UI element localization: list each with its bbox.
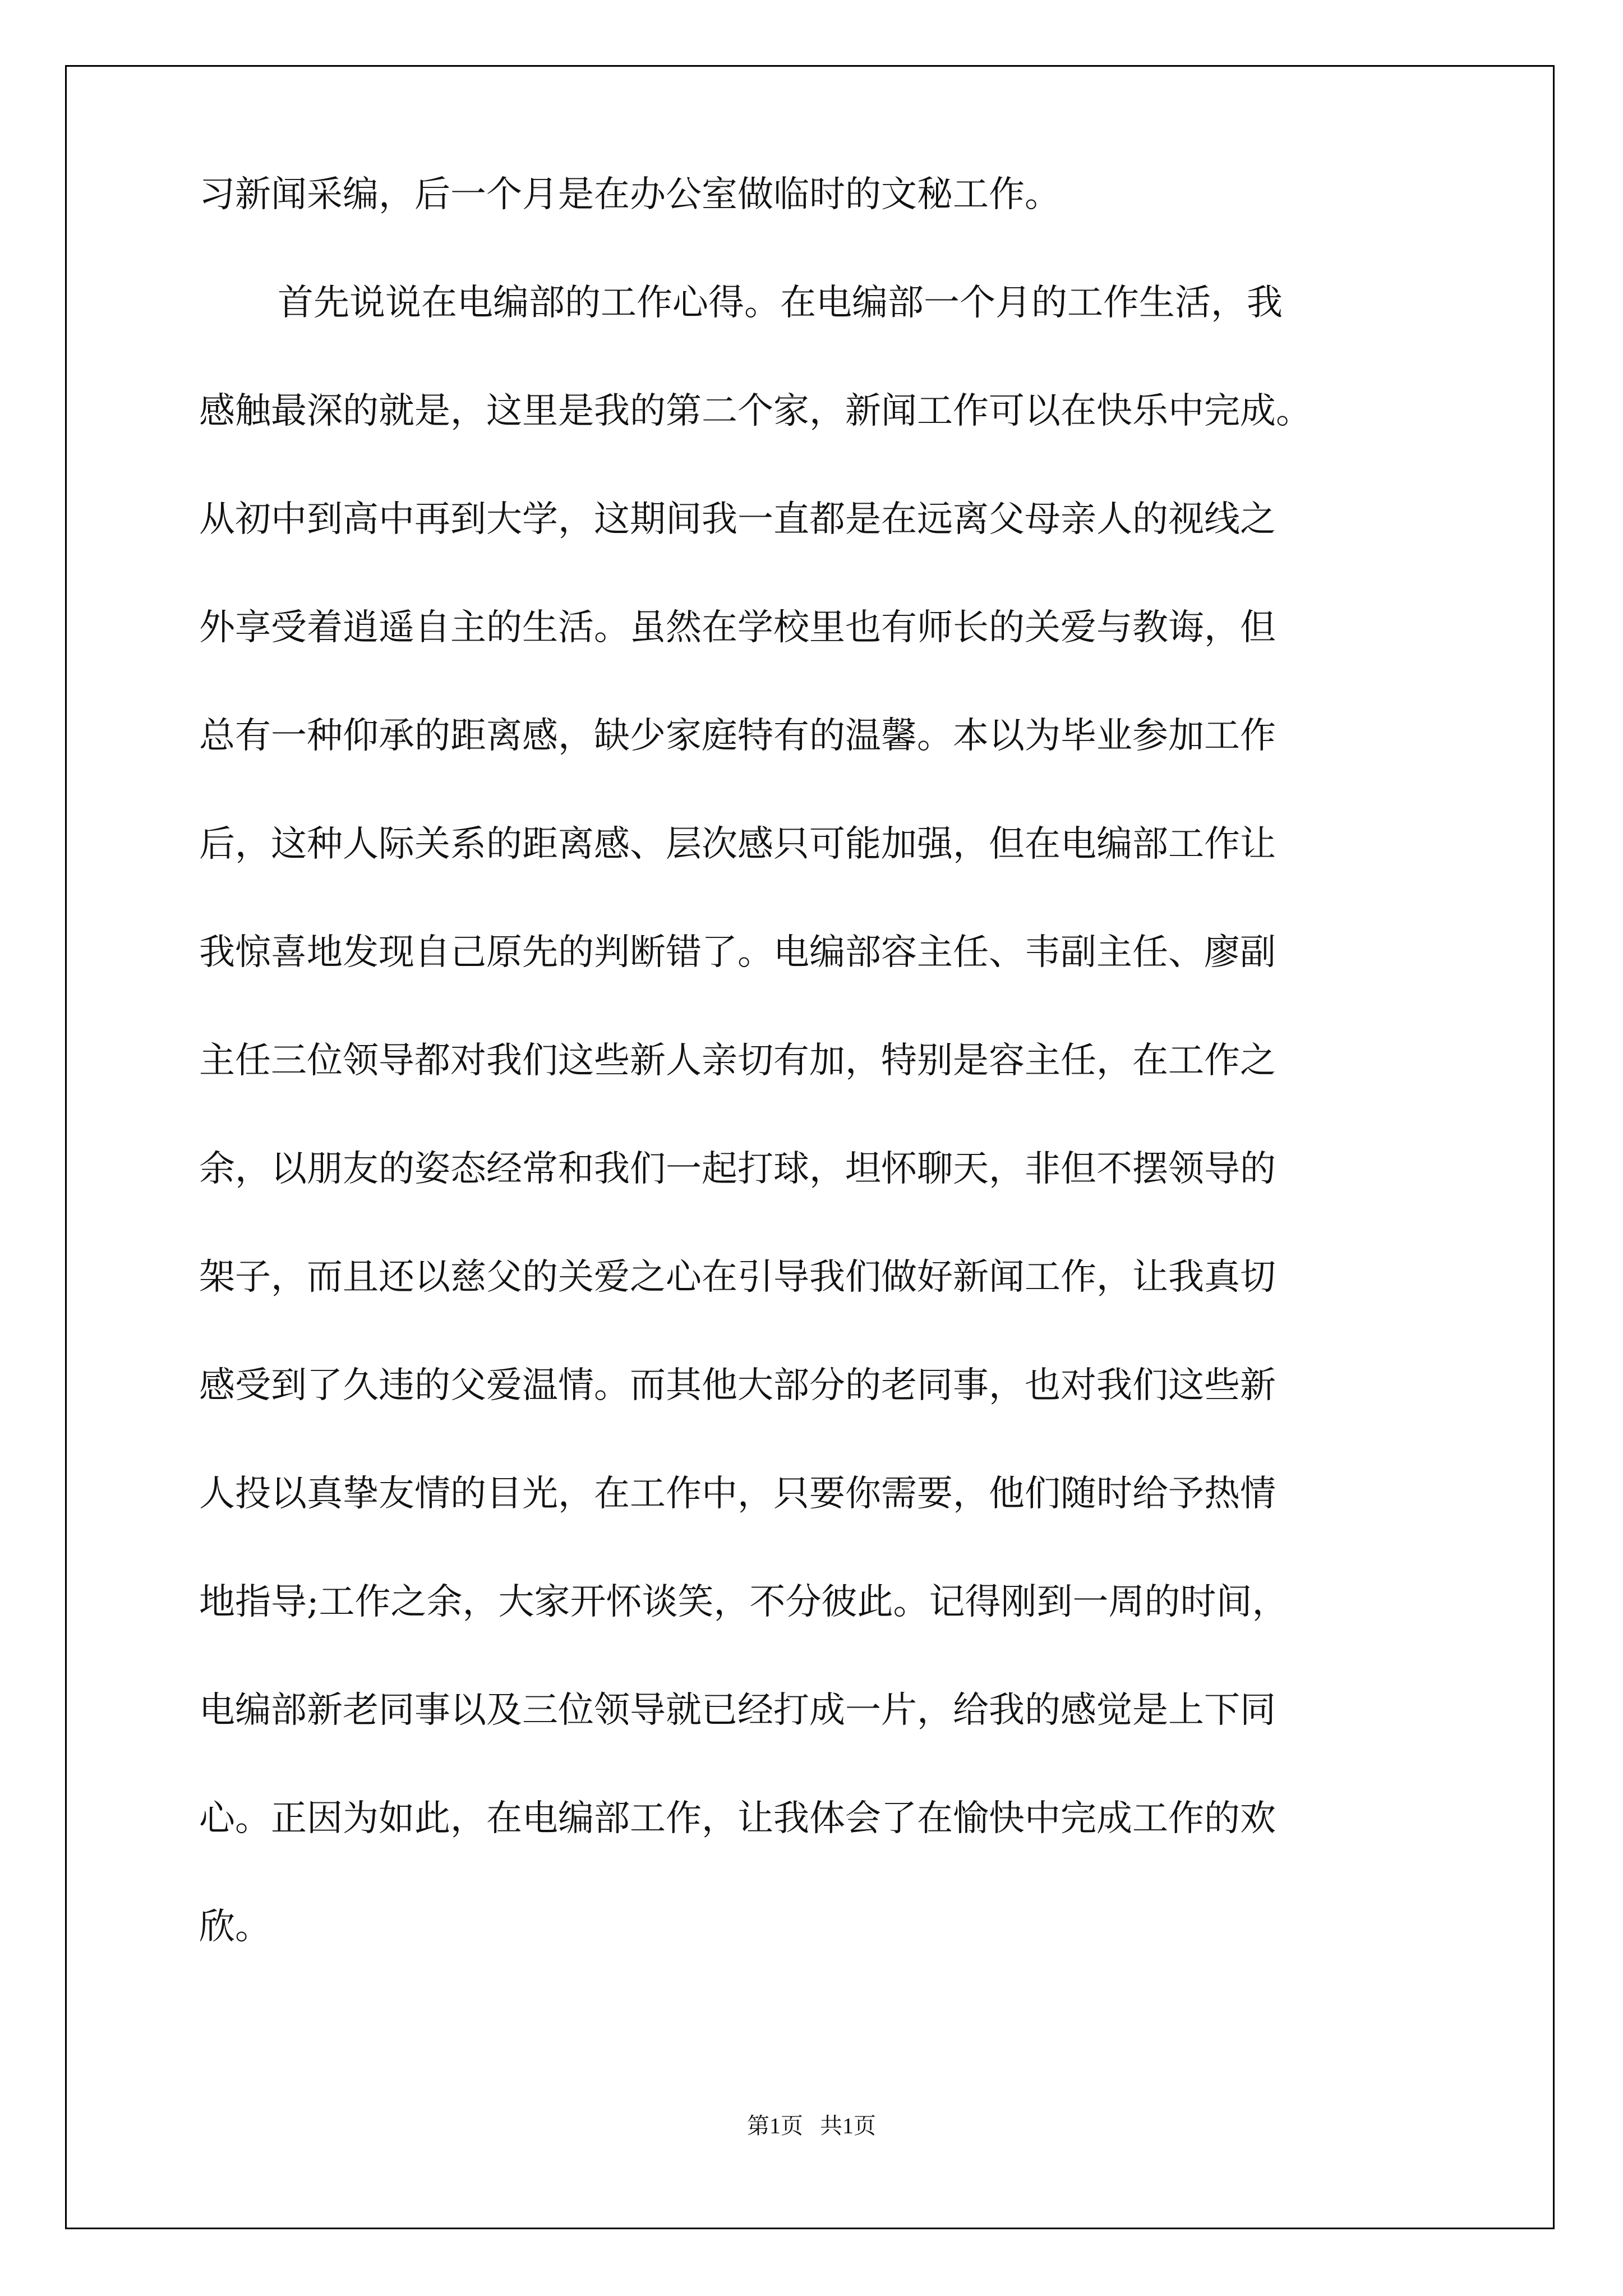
page-number: 第1页 共1页: [747, 2113, 876, 2138]
text-line: 地指导;工作之余，大家开怀谈笑，不分彼此。记得刚到一周的时间，: [199, 1581, 1288, 1623]
text-line: 余，以朋友的姿态经常和我们一起打球，坦怀聊天，非但不摆领导的: [199, 1148, 1276, 1190]
text-line: 主任三位领导都对我们这些新人亲切有加，特别是容主任，在工作之: [199, 1040, 1276, 1082]
text-line: 人投以真挚友情的目光，在工作中，只要你需要，他们随时给予热情: [199, 1473, 1276, 1515]
text-line: 从初中到高中再到大学，这期间我一直都是在远离父母亲人的视线之: [199, 499, 1276, 540]
text-line: 感触最深的就是，这里是我的第二个家，新闻工作可以在快乐中完成。: [199, 390, 1312, 432]
text-line: 外享受着逍遥自主的生活。虽然在学校里也有师长的关爱与教诲，但: [199, 607, 1276, 648]
paragraph-first-line: 首先说说在电编部的工作心得。在电编部一个月的工作生活，我: [278, 282, 1283, 324]
text-line: 习新闻采编，后一个月是在办公室做临时的文秘工作。: [199, 174, 1061, 215]
text-line: 感受到了久违的父爱温情。而其他大部分的老同事，也对我们这些新: [199, 1365, 1276, 1406]
text-line: 电编部新老同事以及三位领导就已经打成一片，给我的感觉是上下同: [199, 1690, 1276, 1731]
text-line: 总有一种仰承的距离感，缺少家庭特有的温馨。本以为毕业参加工作: [199, 715, 1276, 757]
text-line: 我惊喜地发现自己原先的判断错了。电编部容主任、韦副主任、廖副: [199, 932, 1276, 973]
text-line: 后，这种人际关系的距离感、层次感只可能加强，但在电编部工作让: [199, 823, 1276, 865]
text-line: 心。正因为如此，在电编部工作，让我体会了在愉快中完成工作的欢: [199, 1798, 1276, 1839]
text-line: 架子，而且还以慈父的关爱之心在引导我们做好新闻工作，让我真切: [199, 1257, 1276, 1298]
text-line: 欣。: [199, 1906, 271, 1948]
